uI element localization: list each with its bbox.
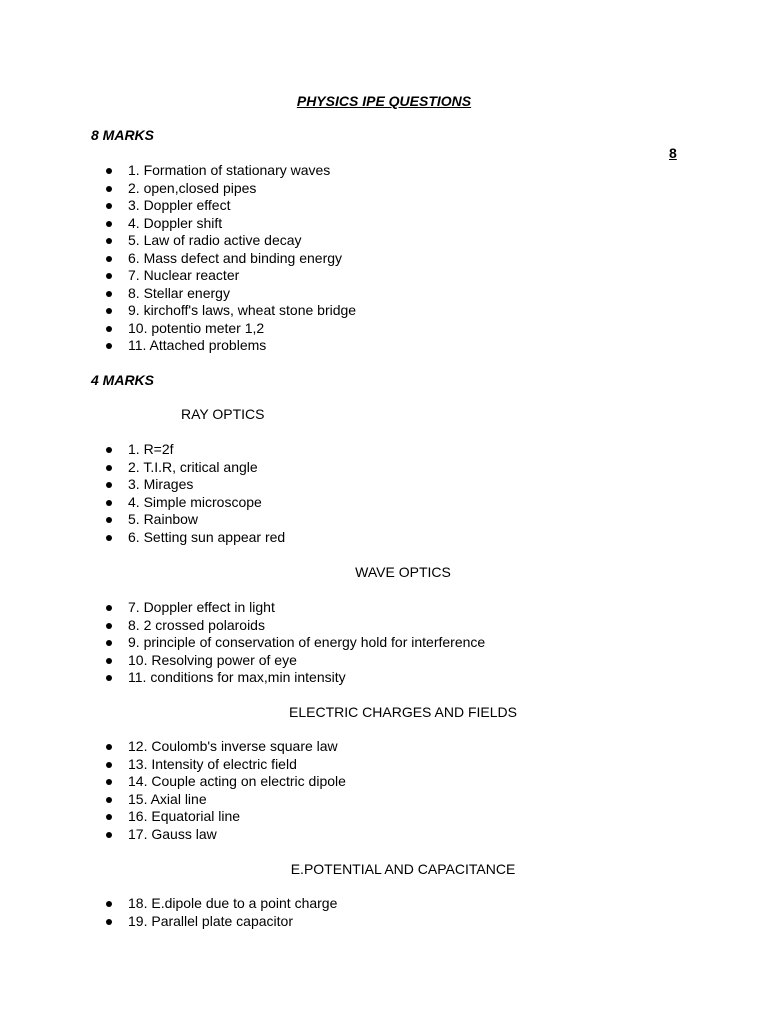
list-item: 12. Coulomb's inverse square law [0,738,346,756]
list-item: 4. Doppler shift [0,215,356,233]
list-item: 13. Intensity of electric field [0,756,346,774]
list-item: 3. Doppler effect [0,197,356,215]
eight-marks-list [0,162,356,355]
list-item: 10. Resolving power of eye [0,652,485,670]
list-item: 19. Parallel plate capacitor [0,913,337,931]
list-item: 10. potentio meter 1,2 [0,320,356,338]
list-item: 6. Setting sun appear red [0,529,285,547]
list-item: 16. Equatorial line [0,808,346,826]
list-item: 9. principle of conservation of energy hold for interference [0,634,485,652]
list-item: 15. Axial line [0,791,346,809]
electric-charges-list [0,738,346,843]
page-number: 8 [669,145,677,161]
list-item: 5. Law of radio active decay [0,232,356,250]
list-item: 4. Simple microscope [0,494,285,512]
eight-marks-heading: 8 MARKS [91,127,155,143]
ray-optics-list [0,441,285,546]
list-item: 2. open,closed pipes [0,180,356,198]
list-item: 17. Gauss law [0,826,346,844]
page-title: PHYSICS IPE QUESTIONS [296,93,472,109]
list-item: 11. Attached problems [0,337,356,355]
list-item: 11. conditions for max,min intensity [0,669,485,687]
section-title-ray-optics: RAY OPTICS [181,406,265,422]
wave-optics-list [0,599,485,687]
section-title-wave-optics: WAVE OPTICS [355,564,451,580]
list-item: 14. Couple acting on electric dipole [0,773,346,791]
section-title-electric-charges: ELECTRIC CHARGES AND FIELDS [289,704,517,720]
potential-capacitance-list [0,895,337,930]
list-item: 8. Stellar energy [0,285,356,303]
list-item: 6. Mass defect and binding energy [0,250,356,268]
list-item: 7. Doppler effect in light [0,599,485,617]
list-item: 18. E.dipole due to a point charge [0,895,337,913]
section-title-potential-capacitance: E.POTENTIAL AND CAPACITANCE [290,861,516,877]
list-item: 3. Mirages [0,476,285,494]
list-item: 9. kirchoff's laws, wheat stone bridge [0,302,356,320]
four-marks-heading: 4 MARKS [91,372,155,388]
list-item: 7. Nuclear reacter [0,267,356,285]
list-item: 1. Formation of stationary waves [0,162,356,180]
list-item: 1. R=2f [0,441,285,459]
list-item: 5. Rainbow [0,511,285,529]
list-item: 2. T.I.R, critical angle [0,459,285,477]
list-item: 8. 2 crossed polaroids [0,617,485,635]
